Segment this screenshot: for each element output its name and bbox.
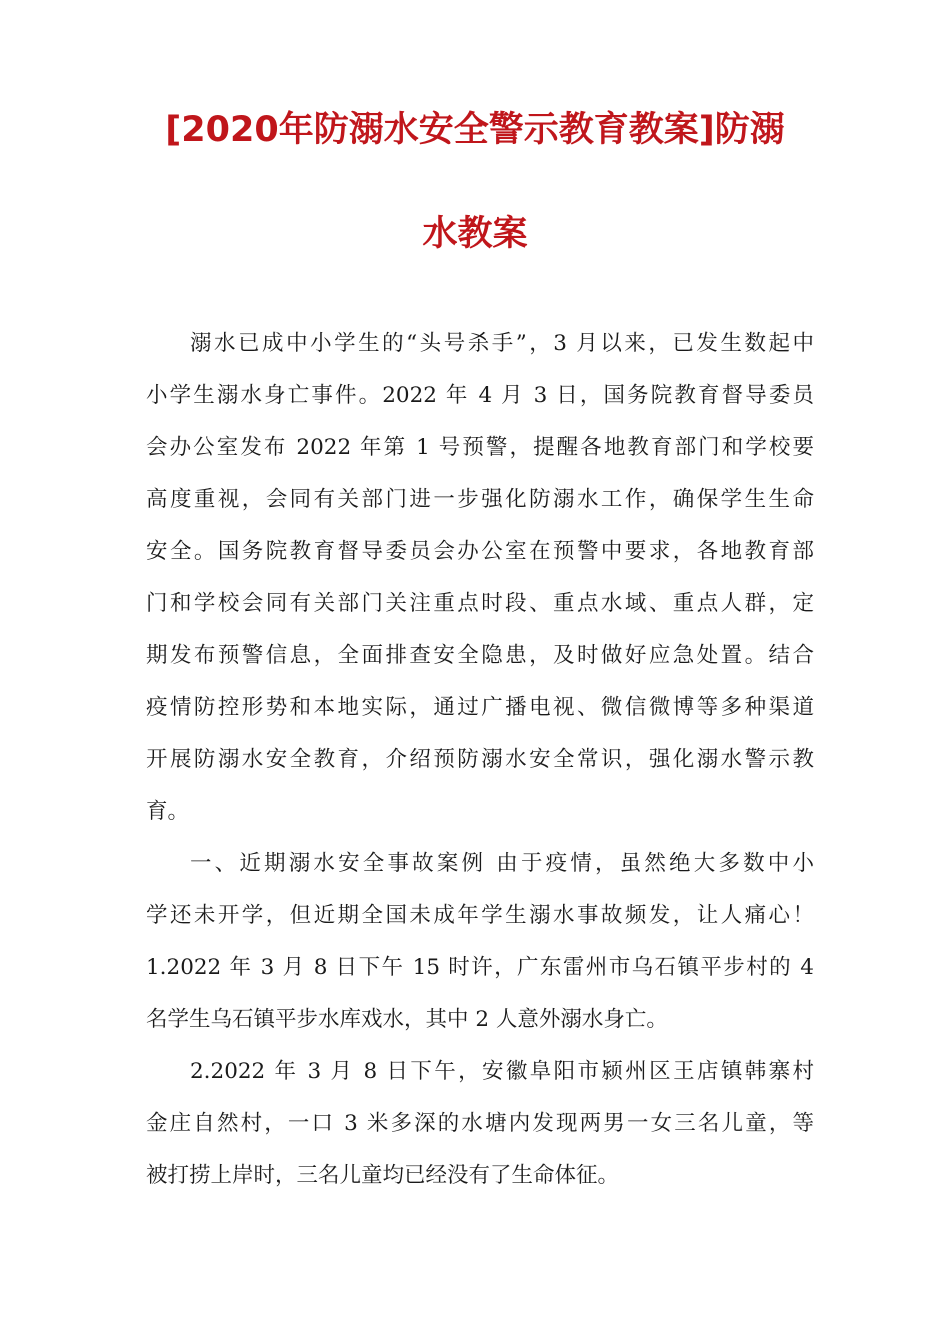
paragraph-line: 被打捞上岸时，三名儿童均已经没有了生命体征。 (146, 1163, 620, 1188)
paragraph-line: 门和学校会同有关部门关注重点时段、重点水域、重点人群，定 (146, 591, 814, 616)
paragraph-intro (146, 318, 814, 838)
paragraph-line: 一、近期溺水安全事故案例 由于疫情，虽然绝大多数中小 (190, 851, 814, 876)
paragraph-line: 疫情防控形势和本地实际，通过广播电视、微信微博等多种渠道 (146, 695, 814, 720)
paragraph-line: 小学生溺水身亡事件。2022 年 4 月 3 日，国务院教育督导委员 (146, 383, 814, 408)
paragraph-line: 2.2022 年 3 月 8 日下午，安徽阜阳市颍州区王店镇韩寨村 (190, 1059, 814, 1084)
document-title-line-2: 水教案 (422, 214, 528, 254)
paragraph-line: 金庄自然村，一口 3 米多深的水塘内发现两男一女三名儿童，等 (146, 1111, 814, 1136)
paragraph-line: 会办公室发布 2022 年第 1 号预警，提醒各地教育部门和学校要 (146, 435, 814, 460)
paragraph-line: 开展防溺水安全教育，介绍预防溺水安全常识，强化溺水警示教 (146, 747, 814, 772)
paragraph-line: 溺水已成中小学生的“头号杀手”，3 月以来，已发生数起中 (190, 331, 814, 356)
paragraph-line: 安全。国务院教育督导委员会办公室在预警中要求，各地教育部 (146, 539, 814, 564)
paragraph-line: 学还未开学，但近期全国未成年学生溺水事故频发，让人痛心！ (146, 903, 814, 928)
document-title-line-1: [2020年防溺水安全警示教育教案]防溺 (165, 110, 785, 150)
paragraph-line: 期发布预警信息，全面排查安全隐患，及时做好应急处置。结合 (146, 643, 814, 668)
paragraph-cases (146, 838, 814, 1046)
paragraph-case-2 (146, 1046, 814, 1202)
paragraph-line: 高度重视，会同有关部门进一步强化防溺水工作，确保学生生命 (146, 487, 814, 512)
paragraph-line: 育。 (146, 799, 190, 824)
paragraph-line: 名学生乌石镇平步水库戏水，其中 2 人意外溺水身亡。 (146, 1007, 668, 1032)
paragraph-line: 1.2022 年 3 月 8 日下午 15 时许，广东雷州市乌石镇平步村的 4 (146, 955, 814, 980)
